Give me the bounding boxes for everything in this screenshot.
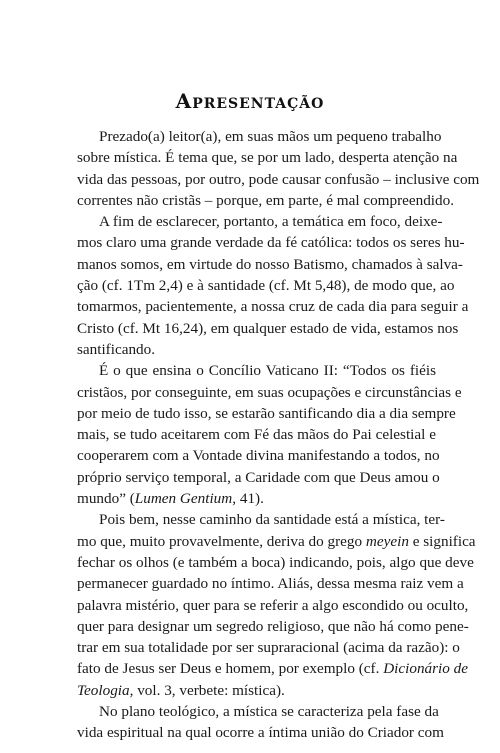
text-line: É o que ensina o Concílio Vaticano II: “Todos os fiéis <box>99 362 436 380</box>
text-line: Pois bem, nesse caminho da santidade está a mística, ter- <box>99 511 445 529</box>
text-line: palavra mistério, quer para se referir a algo escondido ou oculto, <box>77 596 469 614</box>
text-line: mos claro uma grande verdade da fé católica: todos os seres hu- <box>77 234 465 252</box>
text-line: por meio de tudo isso, se estarão santificando dia a dia sempre <box>77 404 456 422</box>
text-line: mais, se tudo aceitarem com Fé das mãos do Pai celestial e <box>77 426 436 444</box>
text-line: trar em sua totalidade por ser supraracional (acima da razão): o <box>77 639 460 657</box>
text-line: tomarmos, pacientemente, a nossa cruz de cada dia para seguir a <box>77 298 469 316</box>
book-title: Lumen Gentium <box>134 490 233 508</box>
text-line: vida das pessoas, por outro, pode causar confusão – inclusive com <box>77 170 480 188</box>
text-run: mundo” ( <box>77 490 135 508</box>
text-line: cristãos, por conseguinte, em suas ocupações e circunstâncias e <box>77 383 462 401</box>
text-line: fechar os olhos (e também a boca) indicando, pois, algo que deve <box>77 553 474 571</box>
text-line <box>77 531 476 552</box>
book-title: Dicionário de <box>383 660 468 678</box>
text-line: quer para designar um segredo religioso, que não há como pene- <box>77 617 469 635</box>
text-line: No plano teológico, a mística se caracteriza pela fase da <box>99 703 439 721</box>
body-text <box>77 126 480 744</box>
page-title: Apresentação <box>175 89 325 113</box>
text-line: santificando. <box>77 340 156 358</box>
text-line: correntes não cristãs – porque, em parte, é mal compreendido. <box>77 191 455 209</box>
text-line: cooperarem com a Vontade divina manifestando a todos, no <box>77 447 440 465</box>
greek-term: meyein <box>365 532 409 550</box>
text-line: sobre mística. É tema que, se por um lado, desperta atenção na <box>77 149 458 167</box>
paragraph-5 <box>77 701 444 744</box>
paragraph-3 <box>77 360 462 509</box>
text-line: Cristo (cf. Mt 16,24), em qualquer estado de vida, estamos nos <box>77 319 459 337</box>
text-run: fato de Jesus ser Deus e homem, por exemplo (cf. <box>77 660 384 678</box>
text-line: vida espiritual na qual ocorre a íntima união do Criador com <box>77 724 444 742</box>
text-line <box>77 658 468 679</box>
text-run: , 41). <box>232 490 264 508</box>
paragraph-4 <box>77 509 476 701</box>
paragraph-2 <box>77 211 469 360</box>
text-line: próprio serviço temporal, a Caridade com que Deus amou o <box>77 468 440 486</box>
book-title: Teologia <box>77 681 130 699</box>
text-line: manos somos, em virtude do nosso Batismo, chamados à salva- <box>77 255 463 273</box>
text-line: permanecer guardado no íntimo. Aliás, dessa mesma raiz vem a <box>77 575 464 593</box>
text-run: e significa <box>408 532 476 550</box>
text-line: A fim de esclarecer, portanto, a temática em foco, deixe- <box>99 213 443 231</box>
text-line <box>77 488 436 509</box>
text-line <box>77 680 436 701</box>
text-run: mo que, muito provavelmente, deriva do grego <box>77 532 366 550</box>
text-run: , vol. 3, verbete: mística). <box>129 681 285 699</box>
text-line: ção (cf. 1Tm 2,4) e à santidade (cf. Mt 5,48), de modo que, ao <box>77 277 455 295</box>
text-line: Prezado(a) leitor(a), em suas mãos um pequeno trabalho <box>99 128 442 145</box>
paragraph-1 <box>77 126 480 211</box>
